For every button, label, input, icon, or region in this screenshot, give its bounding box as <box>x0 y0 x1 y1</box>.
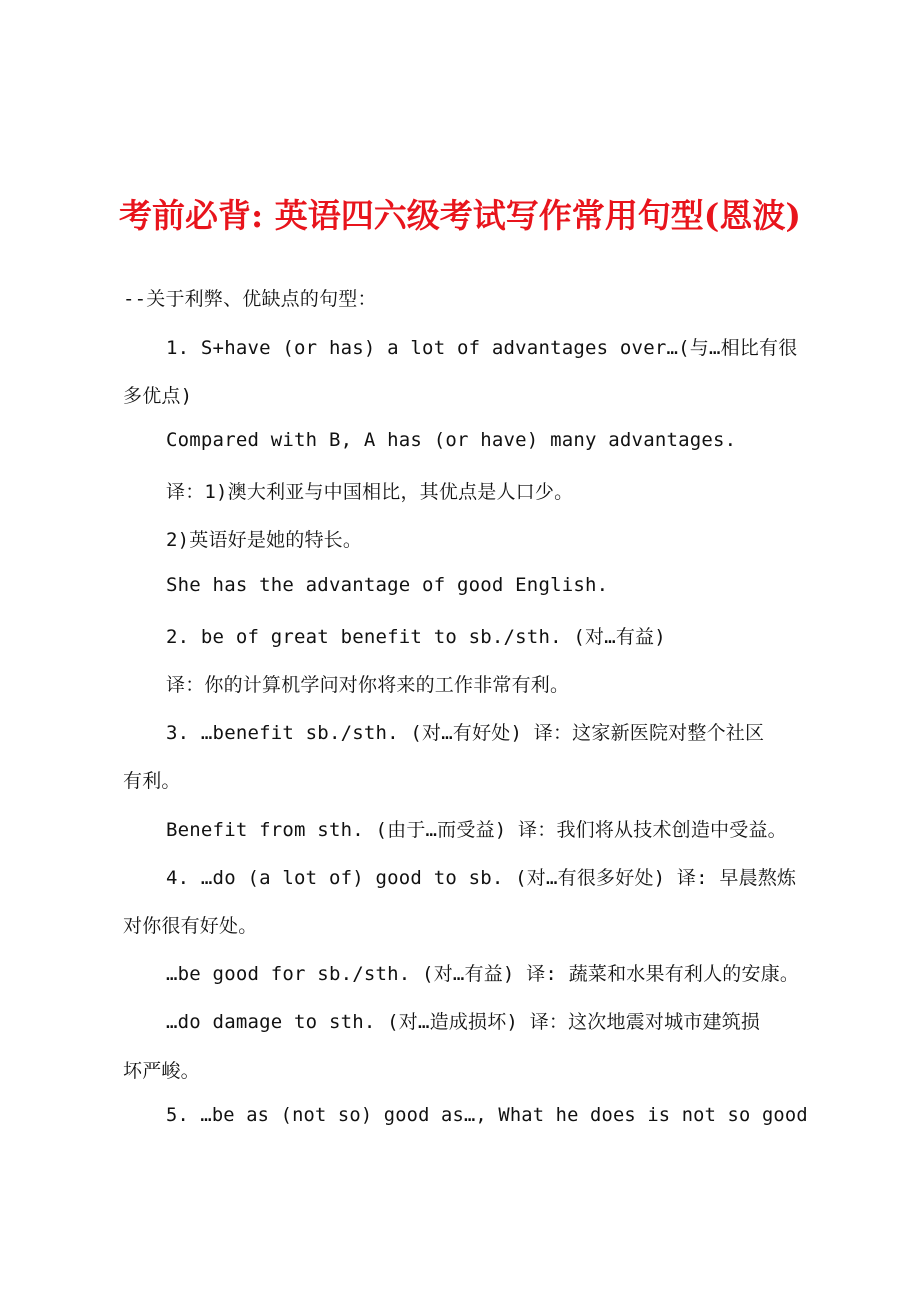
text-line: 3. …benefit sb./sth. (对…有好处) 译：这家新医院对整个社区 <box>166 722 765 744</box>
text-line: 4. …do (a lot of) good to sb. (对…有很多好处) 译: 早晨熬炼 <box>166 867 797 889</box>
document-title: 考前必背: 英语四六级考试写作常用句型(恩波) <box>119 196 801 235</box>
text-line: 5. …be as (not so) good as…, What he does is not so good <box>166 1104 808 1126</box>
text-line: 2)英语好是她的特长。 <box>166 529 363 551</box>
text-line: 有利。 <box>123 770 181 792</box>
section-heading: --关于利弊、优缺点的句型： <box>123 288 377 310</box>
text-line: Compared with B, A has (or have) many advantages. <box>166 429 737 451</box>
text-line: 1. S+have (or has) a lot of advantages over…(与…相比有很 <box>166 337 798 359</box>
text-line: 多优点) <box>123 385 193 407</box>
text-line: Benefit from sth. (由于…而受益) 译：我们将从技术创造中受益。 <box>166 819 787 841</box>
text-line: 坏严峻。 <box>123 1060 200 1082</box>
text-line: 译：1)澳大利亚与中国相比，其优点是人口少。 <box>166 481 574 503</box>
text-line: 对你很有好处。 <box>123 915 258 937</box>
text-line: 译：你的计算机学问对你将来的工作非常有利。 <box>166 674 570 696</box>
text-line: 2. be of great benefit to sb./sth. (对…有益) <box>166 626 666 648</box>
text-line: …do damage to sth. (对…造成损坏) 译：这次地震对城市建筑损 <box>166 1011 761 1033</box>
text-line: She has the advantage of good English. <box>166 574 609 596</box>
text-line: …be good for sb./sth. (对…有益) 译: 蔬菜和水果有利人的安康。 <box>166 963 800 985</box>
